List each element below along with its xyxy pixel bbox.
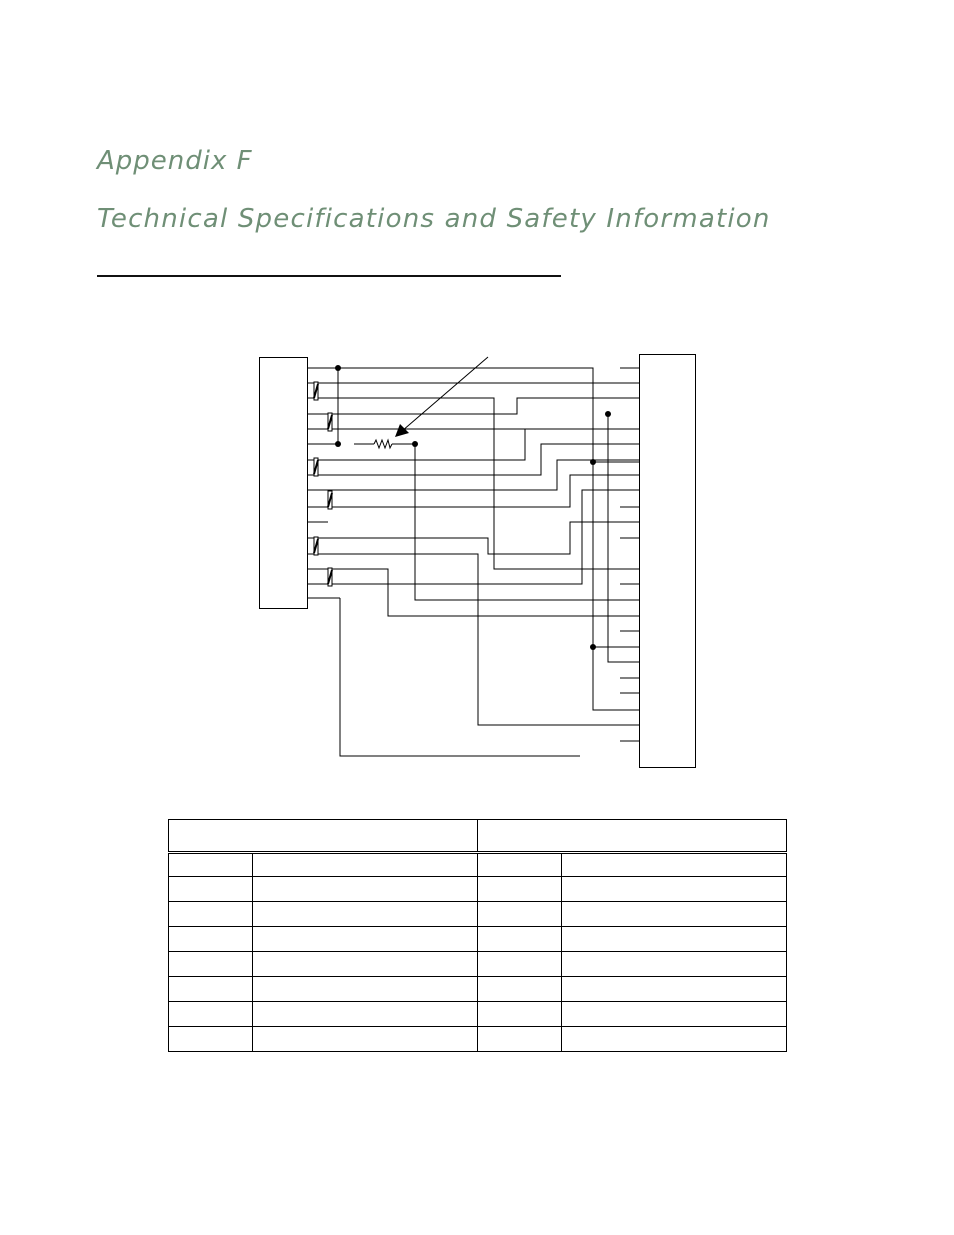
table-cell: [253, 877, 478, 902]
table-cell: [478, 877, 562, 902]
table-cell: [253, 927, 478, 952]
table-column-header: [478, 853, 562, 877]
table-group-header: [169, 820, 478, 853]
table-column-header: [253, 853, 478, 877]
right-pin-stubs: [620, 368, 640, 741]
table-row: [169, 1002, 787, 1027]
table-column-header: [169, 853, 253, 877]
twisted-pair-markers: [314, 382, 332, 586]
table-row: [169, 927, 787, 952]
table-cell: [478, 977, 562, 1002]
table-row: [169, 1027, 787, 1052]
page-subtitle: Technical Specifications and Safety Information: [97, 204, 771, 234]
table-cell: [478, 1027, 562, 1052]
table-cell: [562, 902, 787, 927]
table-cell: [169, 1002, 253, 1027]
table-cell: [478, 1002, 562, 1027]
table-column-header: [562, 853, 787, 877]
table-cell: [478, 927, 562, 952]
table-row: [169, 877, 787, 902]
table-cell: [562, 877, 787, 902]
table-cell: [562, 977, 787, 1002]
table-row: [169, 902, 787, 927]
table-row: [169, 952, 787, 977]
table-cell: [562, 952, 787, 977]
table-cell: [169, 902, 253, 927]
callout-arrow: [395, 357, 488, 437]
table-cell: [478, 902, 562, 927]
table-cell: [562, 1002, 787, 1027]
table-row: [169, 977, 787, 1002]
appendix-title: Appendix F: [97, 146, 253, 176]
table-cell: [169, 952, 253, 977]
pin-assignment-table: [168, 819, 787, 1052]
left-connector: [260, 358, 308, 609]
left-pin-stubs: [307, 522, 340, 598]
table-cell: [169, 977, 253, 1002]
table-cell: [478, 952, 562, 977]
table-cell: [253, 1002, 478, 1027]
table-cell: [562, 1027, 787, 1052]
table-cell: [253, 977, 478, 1002]
table-cell: [169, 1027, 253, 1052]
resistor-symbol: [374, 440, 392, 448]
table-cell: [253, 1027, 478, 1052]
table-cell: [562, 927, 787, 952]
wires: [307, 368, 640, 756]
table-group-header: [478, 820, 787, 853]
table-cell: [169, 877, 253, 902]
table-cell: [253, 902, 478, 927]
right-connector: [640, 355, 696, 768]
table-cell: [253, 952, 478, 977]
table-cell: [169, 927, 253, 952]
